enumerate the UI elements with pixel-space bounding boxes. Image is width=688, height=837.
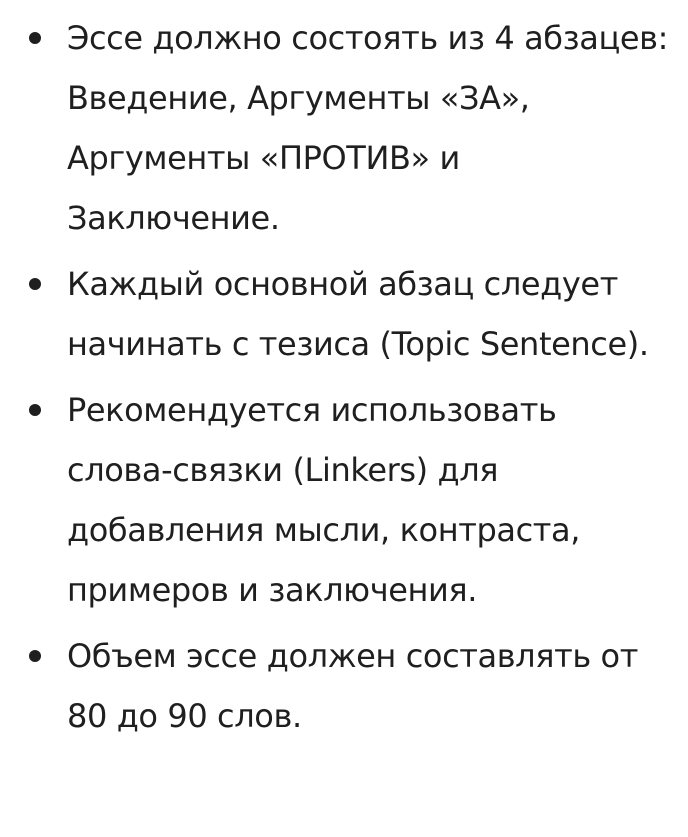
requirements-list (0, 8, 688, 746)
list-item-text: Каждый основной абзац следует начинать с тезиса (Topic Sentence). (67, 265, 649, 363)
list-item-text: Эссе должно состоять из 4 абзацев: Введение, Аргументы «ЗА», Аргументы «ПРОТИВ» и Заключение. (67, 19, 668, 237)
bullet-icon (29, 278, 41, 290)
bullet-icon (29, 32, 41, 44)
list-item-text: Объем эссе должен составлять от 80 до 90 слов. (67, 637, 638, 735)
list-item (0, 626, 688, 746)
list-item-text: Рекомендуется использовать слова-связки (Linkers) для добавления мысли, контраста, примеров и заключения. (67, 391, 580, 609)
list-item (0, 8, 688, 248)
list-item (0, 254, 688, 374)
list-item (0, 380, 688, 620)
bullet-icon (29, 404, 41, 416)
bullet-icon (29, 650, 41, 662)
